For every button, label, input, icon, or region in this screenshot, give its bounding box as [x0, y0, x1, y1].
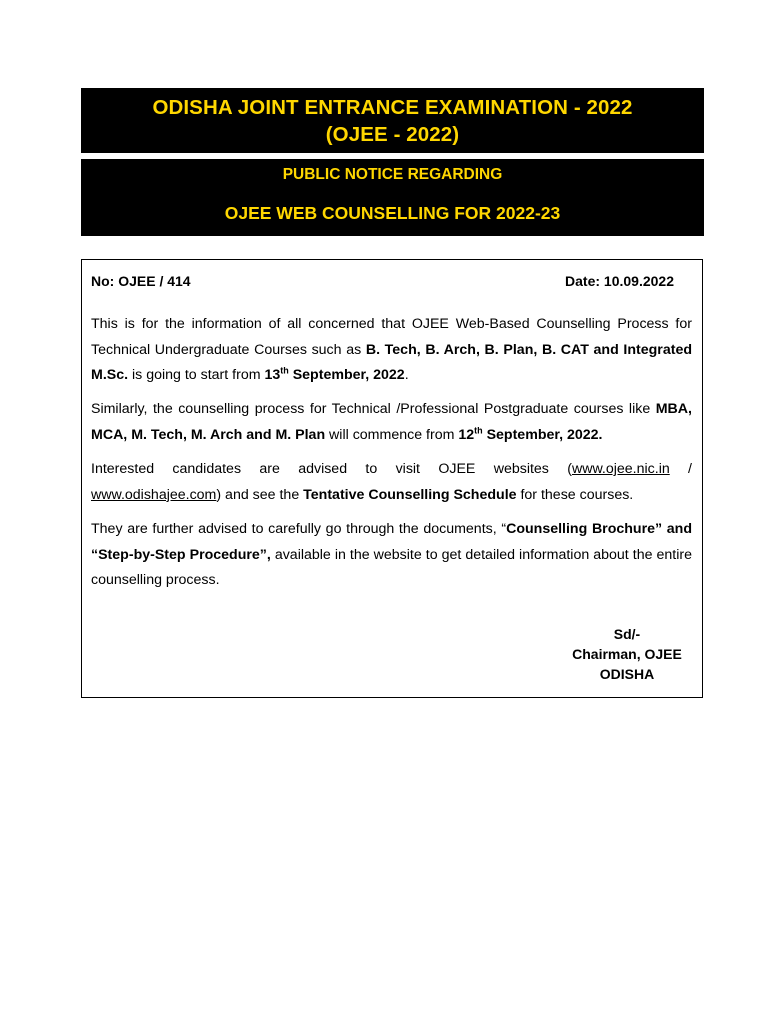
p3-text-3: for these courses. — [516, 486, 634, 503]
notice-banner — [81, 159, 704, 236]
p1-text-2: is going to start from — [128, 367, 265, 383]
pg-start-date — [458, 424, 603, 443]
exam-short-title: (OJEE - 2022) — [325, 123, 460, 146]
paragraph-pg-counselling — [91, 397, 692, 448]
pg-day-suffix: th — [474, 424, 483, 435]
p1-text-1: This is for the information of all concerned that OJEE Web-Based Counselling Process for Technical Undergraduate Courses such as — [91, 316, 692, 358]
notice-subtitle: PUBLIC NOTICE REGARDING — [282, 166, 503, 183]
p3-separator: / — [669, 461, 692, 477]
paragraph-ug-counselling — [91, 312, 692, 389]
signature-block — [562, 624, 692, 684]
exam-title: ODISHA JOINT ENTRANCE EXAMINATION - 2022 — [152, 96, 633, 119]
pg-start-day: 12 — [458, 426, 475, 443]
signatory-designation: Chairman, OJEE — [572, 646, 682, 662]
title-banner — [81, 88, 704, 153]
p4-text-1: They are further advised to carefully go through the documents, “ — [91, 521, 507, 537]
ug-day-suffix: th — [280, 365, 289, 376]
notice-date: Date: 10.09.2022 — [565, 273, 674, 289]
signature-sd: Sd/- — [613, 626, 641, 642]
p1-text-3: . — [404, 367, 409, 383]
ug-courses: B. Tech, B. Arch, B. Plan, B. CAT and Integrated M.Sc. — [91, 341, 692, 383]
p3-text-1: Interested candidates are advised to visit OJEE websites ( — [91, 461, 572, 477]
p2-text-1: Similarly, the counselling process for Technical /Professional Postgraduate courses like — [91, 401, 656, 417]
signatory-place: ODISHA — [599, 666, 655, 682]
odishajee-website-link[interactable]: www.odishajee.com — [91, 486, 217, 503]
reference-number: No: OJEE / 414 — [91, 273, 191, 289]
p3-text-2: ) and see the — [216, 486, 304, 503]
notice-letter — [81, 259, 703, 698]
paragraph-websites — [91, 457, 692, 508]
ug-start-day: 13 — [264, 367, 281, 383]
p2-text-2: will commence from — [325, 426, 459, 443]
document-names: Counselling Brochure” and “Step-by-Step Procedure”, — [91, 521, 693, 563]
pg-courses: MBA, MCA, M. Tech, M. Arch and M. Plan — [91, 401, 692, 443]
ojee-website-link[interactable]: www.ojee.nic.in — [571, 461, 670, 477]
notice-main-title: OJEE WEB COUNSELLING FOR 2022-23 — [224, 203, 561, 223]
paragraph-documents — [91, 517, 692, 594]
pg-start-month: September, 2022. — [482, 426, 603, 443]
ug-start-month: September, 2022 — [288, 367, 405, 383]
tentative-schedule: Tentative Counselling Schedule — [303, 486, 517, 503]
p4-text-2: available in the website to get detailed information about the entire counselling process. — [91, 546, 692, 588]
ug-start-date — [264, 367, 404, 383]
